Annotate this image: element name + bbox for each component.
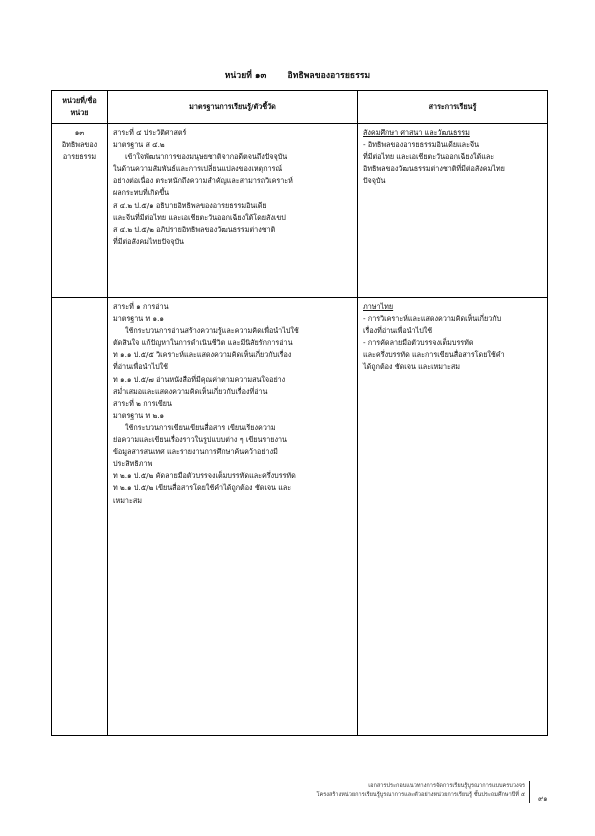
standard-text: ใช้กระบวนการอ่านสร้างความรู้และความคิดเพื่อนำไปใช้ — [125, 326, 299, 336]
page-footer — [316, 782, 525, 800]
content-text: - การคัดลายมือตัวบรรจงเต็มบรรทัด — [363, 338, 474, 348]
footer-divider — [529, 781, 530, 803]
table-header-row — [52, 91, 548, 124]
indicator-text: ส ๔.๒ ป.๕/๒ อภิปรายอิทธิพลของวัฒนธรรมต่างชาติ — [113, 224, 276, 234]
unit-no: ๑๓ — [74, 128, 85, 137]
content-cell — [358, 298, 548, 736]
header-standard: มาตรฐานการเรียนรู้/ตัวชี้วัด — [108, 91, 358, 124]
standard-text: เข้าใจพัฒนาการของมนุษยชาติจากอดีตจนถึงปัจจุบัน — [125, 152, 288, 162]
standard-code: มาตรฐาน ท ๑.๑ — [113, 314, 164, 324]
standard-text: ย่อความและเขียนเรื่องราวในรูปแบบต่าง ๆ เขียนรายงาน — [113, 435, 287, 445]
standard-text: ใช้กระบวนการเขียนเขียนสื่อสาร เขียนเรียงความ — [125, 422, 276, 432]
indicator-text: และจีนที่มีต่อไทย และเอเชียตะวันออกเฉียงใต้โดยสังเขป — [113, 212, 286, 222]
header-unit: หน่วยที่/ชื่อหน่วย — [52, 91, 108, 124]
indicator-text: ท ๒.๑ ป.๕/๒ เขียนสื่อสารโดยใช้คำได้ถูกต้อง ชัดเจน และ — [113, 483, 292, 493]
indicator-text: ท ๑.๑ ป.๕/๗ อ่านหนังสือที่มีคุณค่าตามความสนใจอย่าง — [113, 374, 286, 384]
standard-cell — [108, 298, 358, 736]
strand-title: สาระที่ ๔ ประวัติศาสตร์ — [113, 128, 187, 137]
standard-text: อย่างต่อเนื่อง ตระหนักถึงความสำคัญและสามารถวิเคราะห์ — [113, 176, 293, 186]
content-text: ที่มีต่อไทย และเอเชียตะวันออกเฉียงใต้และ — [363, 152, 495, 162]
standard-code: มาตรฐาน ท ๒.๑ — [113, 410, 165, 420]
indicator-text: ที่มีต่อสังคมไทยปัจจุบัน — [113, 236, 184, 246]
indicator-text: ท ๑.๑ ป.๕/๕ วิเคราะห์และแสดงความคิดเห็นเกี่ยวกับเรื่อง — [113, 350, 292, 360]
unit-number: หน่วยที่ ๑๓ — [224, 71, 267, 81]
content-text: เรื่องที่อ่านเพื่อนำไปใช้ — [363, 326, 433, 336]
content-cell — [358, 124, 548, 298]
content-text: - การวิเคราะห์และแสดงความคิดเห็นเกี่ยวกับ — [363, 314, 502, 324]
standard-text: ผลกระทบที่เกิดขึ้น — [113, 188, 170, 198]
content-text: อิทธิพลของวัฒนธรรมต่างชาติที่มีต่อสังคมไทย — [363, 164, 505, 174]
standard-code: มาตรฐาน ส ๔.๒ — [113, 140, 165, 150]
indicator-text: ท ๒.๑ ป.๕/๒ คัดลายมือตัวบรรจงเต็มบรรทัดและครึ่งบรรทัด — [113, 471, 296, 481]
content-text: และครึ่งบรรทัด และการเขียนสื่อสารโดยใช้คำ — [363, 350, 505, 360]
content-text: - อิทธิพลของอารยธรรมอินเดียและจีน — [363, 140, 480, 150]
table-row — [52, 124, 548, 298]
unit-title: อิทธิพลของอารยธรรม — [287, 71, 371, 81]
header-content: สาระการเรียนรู้ — [358, 91, 548, 124]
standard-text: ประสิทธิภาพ — [113, 459, 153, 469]
page-number: ๙๑ — [538, 795, 548, 803]
standard-cell — [108, 124, 358, 298]
page-title — [0, 68, 595, 82]
standard-text: ในด้านความสัมพันธ์และการเปลี่ยนแปลงของเหตุการณ์ — [113, 164, 283, 174]
unit-cell — [52, 298, 108, 736]
table-row — [52, 298, 548, 736]
unit-cell — [52, 124, 108, 298]
content-text: ได้ถูกต้อง ชัดเจน และเหมาะสม — [363, 362, 461, 372]
content-text: ปัจจุบัน — [363, 176, 386, 186]
indicator-text: เหมาะสม — [113, 495, 142, 505]
indicator-text: สม่ำเสมอและแสดงความคิดเห็นเกี่ยวกับเรื่องที่อ่าน — [113, 386, 268, 396]
indicator-text: ที่อ่านเพื่อนำไปใช้ — [113, 362, 169, 372]
footer-line-1: เอกสารประกอบแนวทางการจัดการเรียนรู้บูรณาการแบบครบวงจร — [368, 783, 525, 789]
standard-text: ข้อมูลสารสนเทศ และรายงานการศึกษาค้นคว้าอย่างมี — [113, 447, 278, 457]
unit-name: อิทธิพลของอารยธรรม — [61, 140, 98, 162]
strand-title: สาระที่ ๑ การอ่าน — [113, 302, 169, 311]
standard-text: ตัดสินใจ แก้ปัญหาในการดำเนินชีวิต และมีนิสัยรักการอ่าน — [113, 338, 293, 348]
strand-title: สาระที่ ๒ การเขียน — [113, 398, 172, 408]
indicator-text: ส ๔.๒ ป.๕/๑ อธิบายอิทธิพลของอารยธรรมอินเดีย — [113, 200, 267, 210]
content-subject: ภาษาไทย — [363, 302, 394, 311]
footer-line-2: โครงสร้างหน่วยการเรียนรู้บูรณาการและตัวอย่างหน่วยการเรียนรู้ ชั้นประถมศึกษาปีที่ ๕ — [316, 792, 525, 798]
content-subject: สังคมศึกษา ศาสนา และวัฒนธรรม — [363, 128, 470, 137]
curriculum-table — [51, 90, 548, 736]
